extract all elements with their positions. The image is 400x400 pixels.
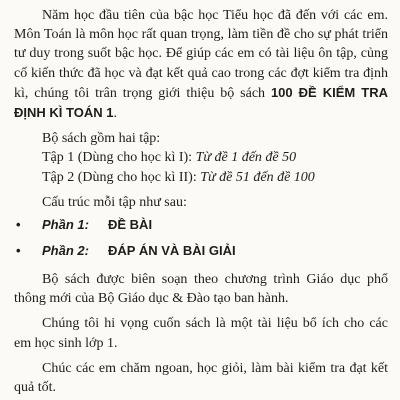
volume-2-line	[14, 168, 388, 187]
part-1-label: Phần 1:	[42, 217, 89, 233]
wish-paragraph: Chúc các em chăm ngoan, học giỏi, làm bài kiểm tra đạt kết quả tốt.	[14, 360, 388, 396]
bullet-icon: •	[16, 243, 21, 259]
volume-1-line	[14, 148, 388, 167]
volume-1-range: Từ đề 1 đến đề 50	[195, 150, 297, 166]
volumes-intro: Bộ sách gồm hai tập:	[42, 131, 161, 147]
intro-paragraph	[14, 6, 388, 123]
part-1-item	[14, 212, 388, 238]
intro-text: Năm học đầu tiên của bậc học Tiểu học đã đến với các em. Môn Toán là môn học rất quan trọng, làm tiền đề cho sự phát triển tư duy trong suốt bậc học. Để giúp các em có tài liệu ôn tập, củng cố kiến thức đã học và đạt kết quả cao trong các đợt kiểm tra định kì, chúng tôi trân trọng giới thiệu bộ sách	[14, 8, 388, 101]
curriculum-paragraph: Bộ sách được biên soạn theo chương trình Giáo dục phổ thông mới của Bộ Giáo dục & Đào tạo ban hành.	[14, 272, 388, 307]
hope-paragraph: Chúng tôi hi vọng cuốn sách là một tài liệu bổ ích cho các em học sinh lớp 1.	[14, 316, 388, 351]
volume-1-label: Tập 1 (Dùng cho học kì I):	[42, 150, 196, 166]
part-2-text: ĐÁP ÁN VÀ BÀI GIẢI	[108, 243, 236, 259]
preface-page	[14, 6, 388, 397]
volume-2-label: Tập 2 (Dùng cho học kì II):	[42, 169, 201, 185]
book-title: 100 ĐỀ KIỂM TRA ĐỊNH KÌ TOÁN 1	[14, 84, 388, 121]
structure-intro: Cấu trúc mỗi tập như sau:	[42, 194, 187, 210]
volume-2-range: Từ đề 51 đến đề 100	[200, 169, 315, 185]
part-1-text: ĐỀ BÀI	[108, 217, 153, 233]
part-2-label: Phần 2:	[42, 243, 89, 259]
bullet-icon: •	[16, 217, 21, 233]
part-2-item	[14, 238, 388, 264]
intro-end: .	[113, 106, 117, 122]
